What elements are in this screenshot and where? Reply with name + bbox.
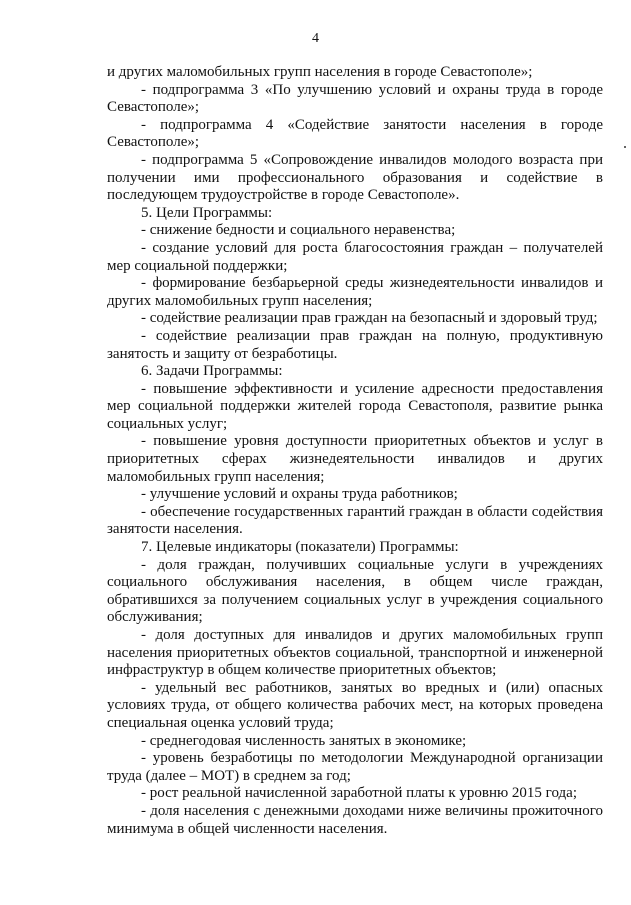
goal-item: - содействие реализации прав граждан на полную, продуктивную занятость и защиту от безработицы. [107,327,603,362]
goal-item: - содействие реализации прав граждан на безопасный и здоровый труд; [141,310,598,327]
subprogram-3-item: - подпрограмма 3 «По улучшению условий и охраны труда в городе Севастополе»; [107,81,603,116]
task-item: - повышение уровня доступности приоритетных объектов и услуг в приоритетных сферах жизнедеятельности инвалидов и других маломобильных групп населения; [107,433,603,485]
section-indicators-heading: 7. Целевые индикаторы (показатели) Программы: [141,539,459,556]
task-item: - обеспечение государственных гарантий граждан в области содействия занятости населения. [107,503,603,538]
indicator-item: - доля граждан, получивших социальные услуги в учреждениях социального обслуживания населения, в общем числе граждан, обратившихся за получением социальных услуг в учреждения социального обслуживания; [107,556,603,626]
page-number: 4 [312,31,319,46]
paragraph-continuation: и других маломобильных групп населения в городе Севастополе»; [107,64,533,80]
subprogram-5-item: - подпрограмма 5 «Сопровождение инвалидов молодого возраста при получении ими профессионального образования и содействие в последующем трудоустройстве в городе Севастополе». [107,151,603,204]
goal-item: - создание условий для роста благосостояния граждан – получателей мер социальной поддержки; [107,239,603,274]
indicator-item: - доля доступных для инвалидов и других маломобильных групп населения приоритетных объектов социальной, транспортной и инженерной инфраструктур в общем количестве приоритетных объектов; [107,627,603,679]
goal-item: - снижение бедности и социального неравенства; [141,222,456,239]
document-body [107,64,603,838]
indicator-item: - рост реальной начисленной заработной платы к уровню 2015 года; [141,785,577,802]
task-item: - повышение эффективности и усиление адресности предоставления мер социальной поддержки жителей города Севастополя, развитие рынка социальных услуг; [107,380,603,432]
indicator-item: - удельный вес работников, занятых во вредных и (или) опасных условиях труда, от общего количества рабочих мест, на которых проведена специальная оценка условий труда; [107,679,603,731]
margin-dot-mark [624,146,626,148]
indicator-item: - уровень безработицы по методологии Международной организации труда (далее – МОТ) в среднем за год; [107,750,603,784]
task-item: - улучшение условий и охраны труда работников; [141,486,458,503]
indicator-item: - доля населения с денежными доходами ниже величины прожиточного минимума в общей численности населения. [107,802,603,837]
indicator-item: - среднегодовая численность занятых в экономике; [141,732,467,749]
section-goals-heading: 5. Цели Программы: [141,204,273,221]
goal-item: - формирование безбарьерной среды жизнедеятельности инвалидов и других маломобильных групп населения; [107,275,603,309]
section-tasks-heading: 6. Задачи Программы: [141,363,283,380]
subprogram-4-item: - подпрограмма 4 «Содействие занятости населения в городе Севастополе»; [107,116,603,151]
